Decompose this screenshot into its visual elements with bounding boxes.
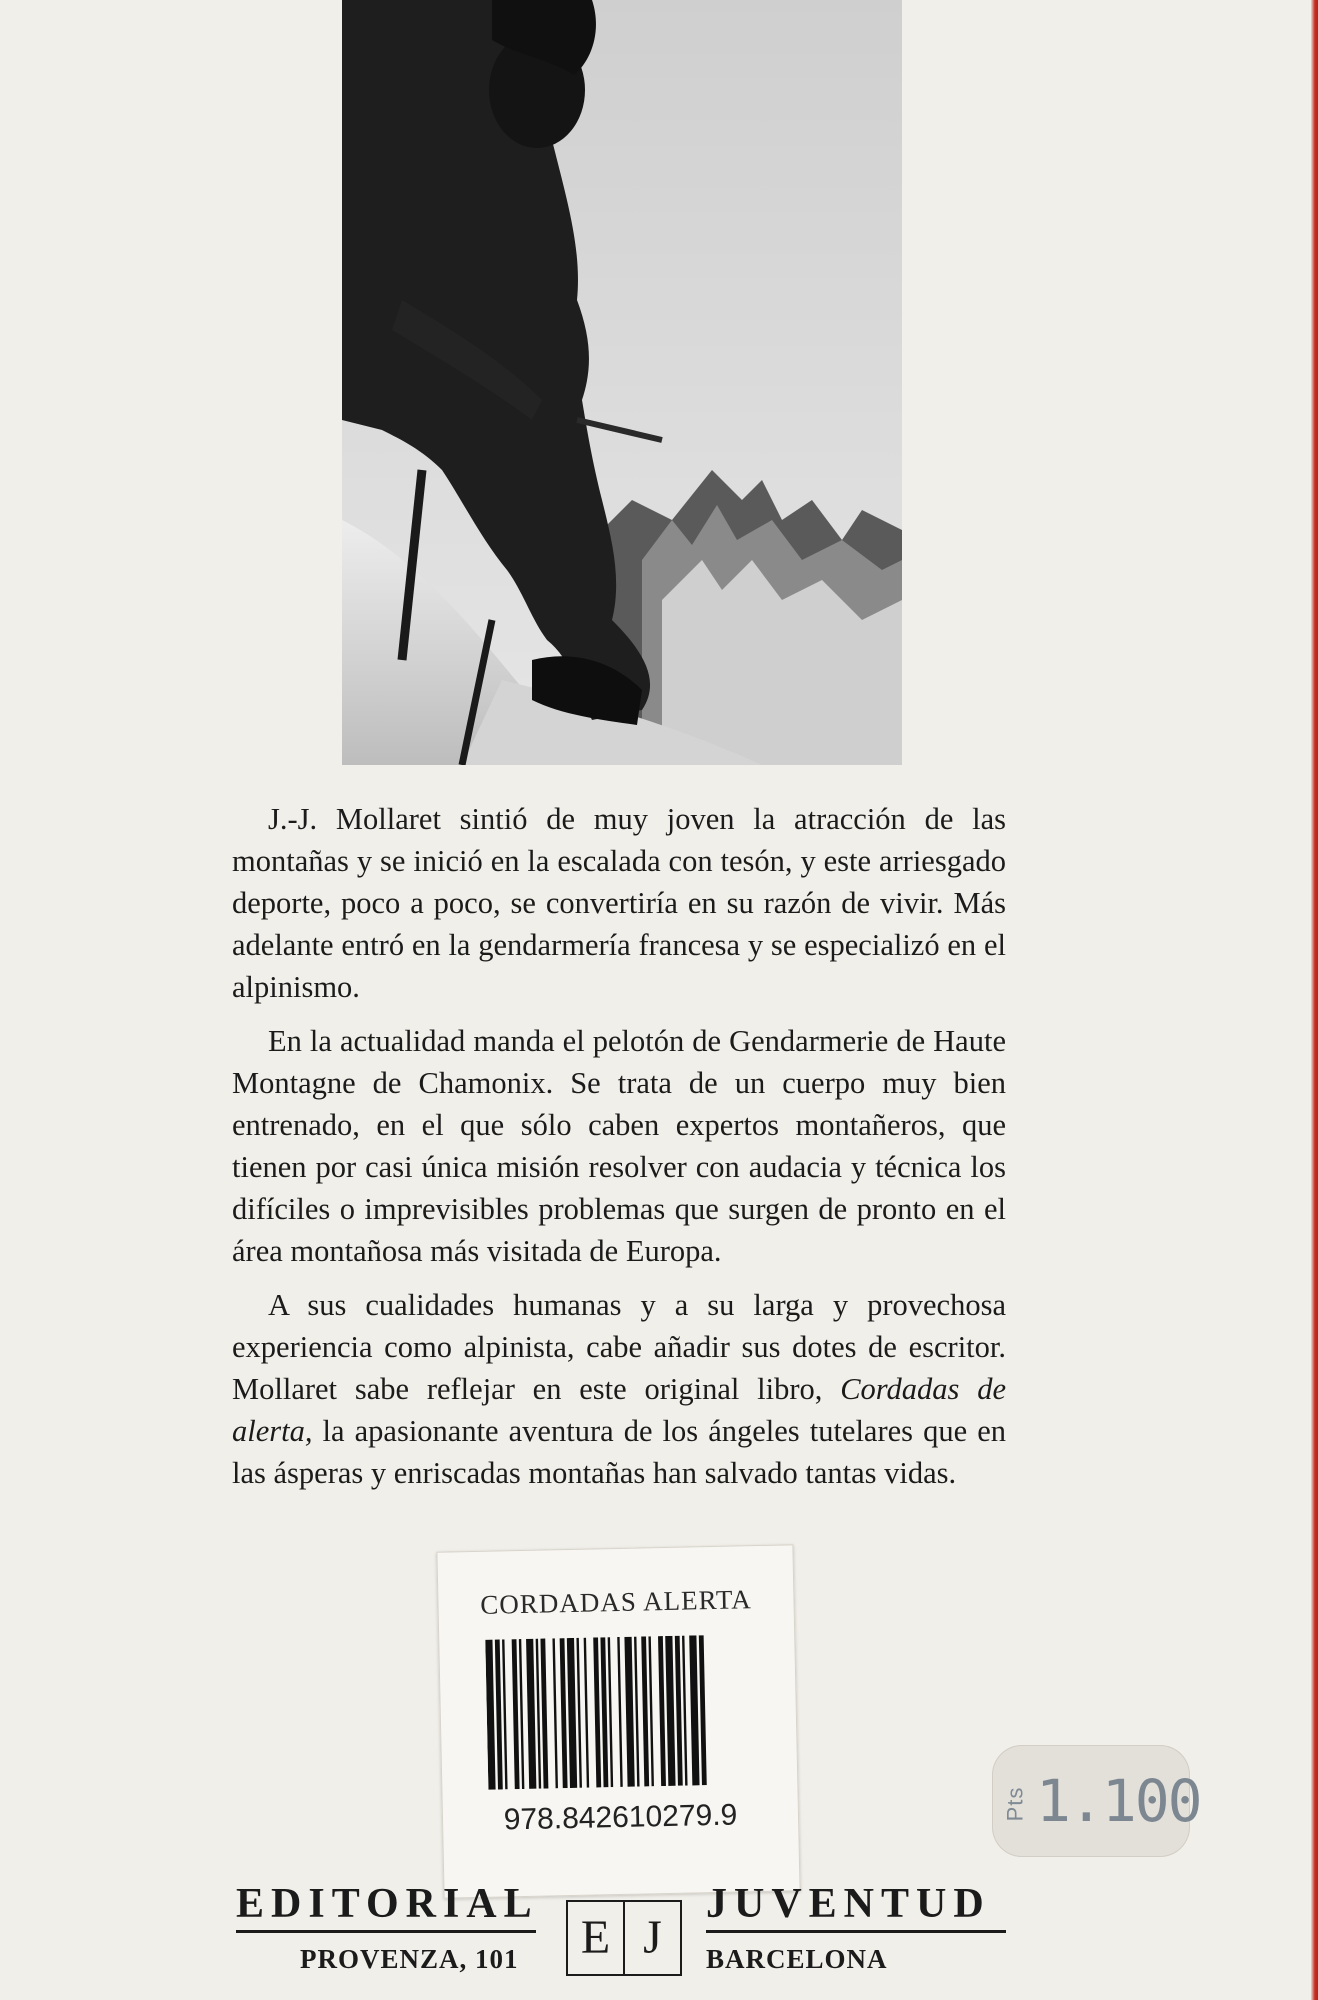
publisher-rule-left: [236, 1930, 536, 1933]
sticker-title: CORDADAS ALERTA: [479, 1584, 753, 1620]
red-cover-edge: [1311, 0, 1318, 2000]
blurb-paragraph-1: J.-J. Mollaret sintió de muy joven la atracción de las montañas y se inició en la escalada con tesón, y este arriesgado deporte, poco a poco, se convertiría en su razón de vivir. Más adelante entró en la gendarmería francesa y se especializó en el alpinismo.: [232, 802, 1006, 1004]
publisher-rule-right: [706, 1930, 1006, 1933]
book-title-italic: Cordadas de alerta,: [232, 1372, 1006, 1448]
climber-photo: [342, 0, 902, 765]
price-tag: [992, 1745, 1201, 1857]
barcode-sticker: [436, 1544, 800, 1898]
author-blurb: [232, 798, 1006, 1506]
blurb-p3-end: la apasionante aventura de los ángeles tutelares que en las ásperas y enriscadas montañas han salvado tantas vidas.: [232, 1414, 1006, 1490]
logo-letter-e: E: [580, 1911, 611, 1964]
blurb-paragraph-2: En la actualidad manda el pelotón de Gendarmerie de Haute Montagne de Chamonix. Se trata de un cuerpo muy bien entrenado, en el que sólo caben expertos montañeros, que tienen por casi única misión resolver con audacia y técnica los difíciles o imprevisibles problemas que surgen de pronto en el área montañosa más visitada de Europa.: [232, 1024, 1006, 1268]
publisher-address: PROVENZA, 101: [300, 1944, 519, 1974]
logo-letter-j: J: [643, 1911, 662, 1964]
blurb-paragraph-3: [232, 1284, 1006, 1494]
barcode-icon: [485, 1634, 752, 1789]
publisher-logo: [566, 1900, 682, 1976]
price-value: 1.100: [1036, 1767, 1201, 1835]
price-currency: Pts: [1002, 1786, 1028, 1822]
publisher-word-2: JUVENTUD: [706, 1881, 991, 1927]
publisher-word-1: EDITORIAL: [236, 1881, 539, 1927]
blurb-p3-start: A sus cualidades humanas y a su larga y provechosa experiencia como alpinista, cabe añadir sus dotes de escritor. Mollaret sabe reflejar en este original libro,: [232, 1288, 1006, 1406]
isbn-number: 978.842610279.9: [503, 1798, 738, 1837]
publisher-city: BARCELONA: [706, 1944, 888, 1974]
